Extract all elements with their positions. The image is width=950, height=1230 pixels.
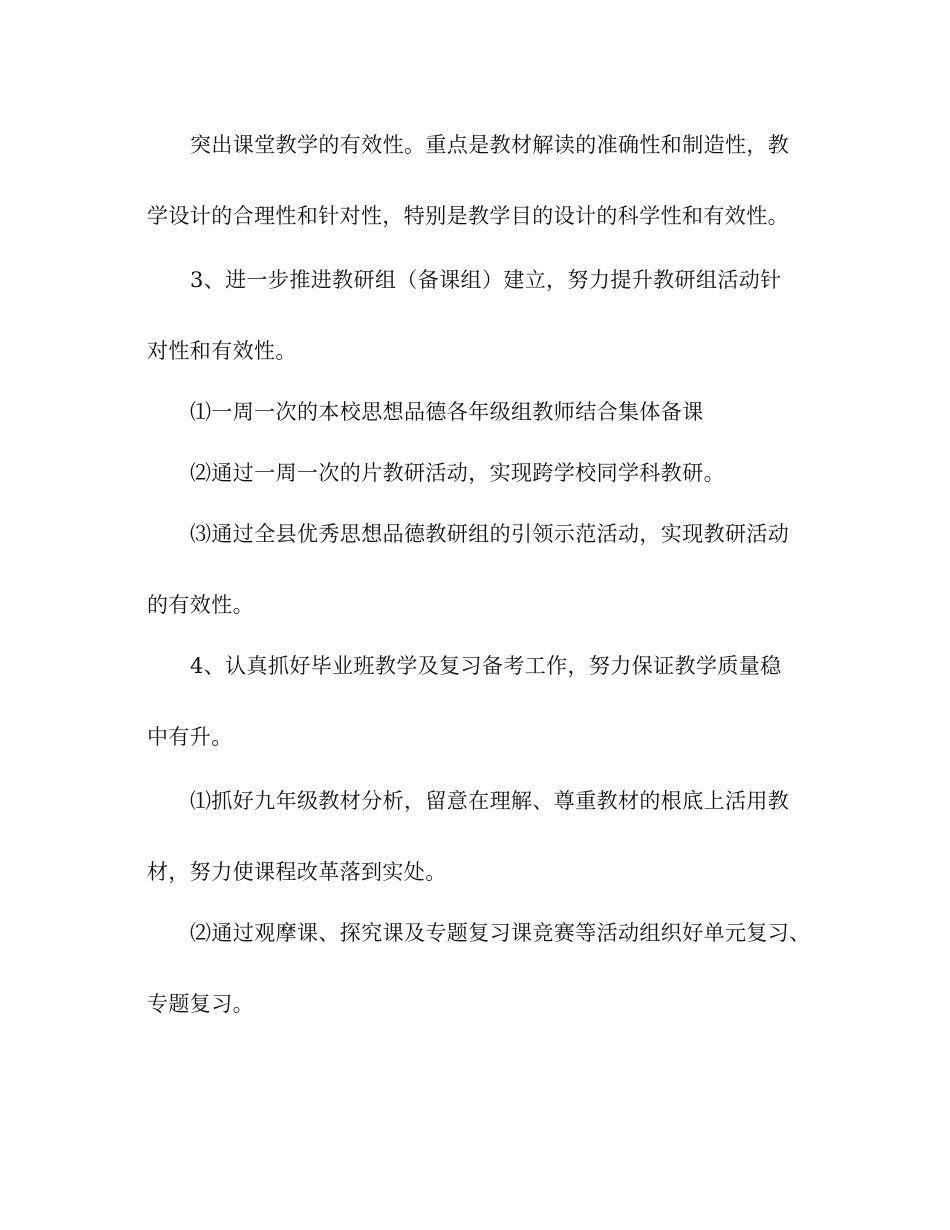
paragraph-line: 4、认真抓好毕业班教学及复习备考工作，努力保证教学质量稳 <box>190 654 782 678</box>
list-item-line: ⑵通过一周一次的片教研活动，实现跨学校同学科教研。 <box>190 461 725 485</box>
paragraph-line: 中有升。 <box>147 725 233 749</box>
list-item-line: ⑴抓好九年级教材分析，留意在理解、尊重教材的根底上活用教 <box>190 789 790 813</box>
paragraph-line: 学设计的合理性和针对性，特别是教学目的设计的科学性和有效性。 <box>147 204 789 228</box>
paragraph-line: 的有效性。 <box>147 593 254 617</box>
list-item-line: ⑶通过全县优秀思想品德教研组的引领示范活动，实现教研活动 <box>190 522 790 546</box>
list-item-line: ⑴一周一次的本校思想品德各年级组教师结合集体备课 <box>190 400 704 424</box>
list-item-line: ⑵通过观摩课、探究课及专题复习课竞赛等活动组织好单元复习、 <box>190 921 811 945</box>
paragraph-line: 突出课堂教学的有效性。重点是教材解读的准确性和制造性，教 <box>190 133 790 157</box>
paragraph-line: 专题复习。 <box>147 992 254 1016</box>
paragraph-line: 材，努力使课程改革落到实处。 <box>147 860 447 884</box>
paragraph-line: 对性和有效性。 <box>147 339 297 363</box>
paragraph-line: 3、进一步推进教研组（备课组）建立，努力提升教研组活动针 <box>190 268 782 292</box>
